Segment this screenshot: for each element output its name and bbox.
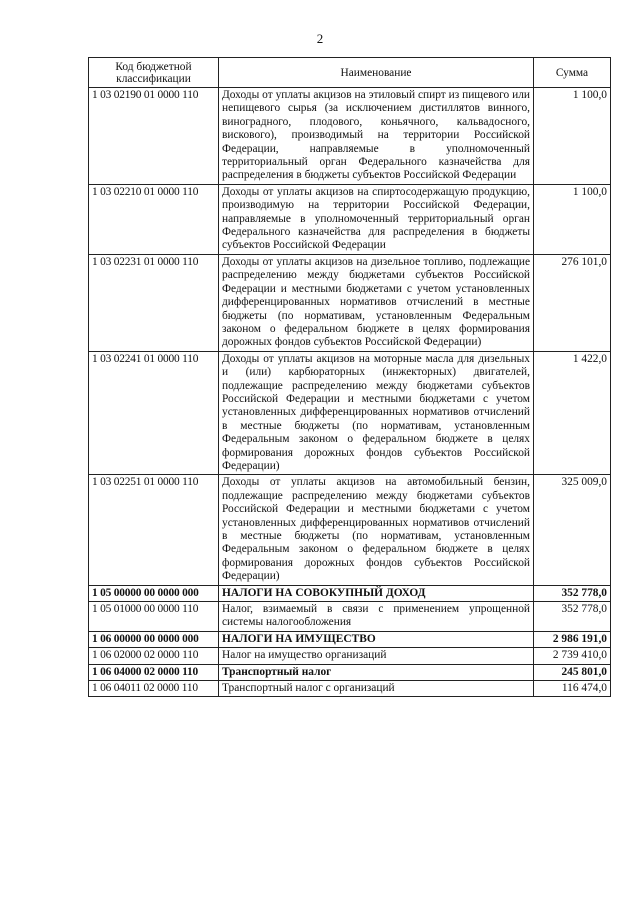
cell-name: Доходы от уплаты акцизов на спиртосодержащую продукцию, производимую на территории Российской Федерации, направляемые в уполномоченный территориальный орган Федерального казначейства для распределения в бюджеты субъектов Российской Федерации <box>219 184 534 254</box>
cell-sum: 2 739 410,0 <box>534 648 611 664</box>
cell-name: Налог на имущество организаций <box>219 648 534 664</box>
table-row <box>89 681 611 697</box>
table-row <box>89 602 611 632</box>
cell-sum: 2 986 191,0 <box>534 631 611 647</box>
cell-code: 1 03 02190 01 0000 110 <box>89 88 219 185</box>
revenue-table <box>88 57 611 697</box>
cell-sum: 352 778,0 <box>534 602 611 632</box>
cell-name: Доходы от уплаты акцизов на моторные масла для дизельных и (или) карбюраторных (инжекторных) двигателей, подлежащие распределению между бюджетами субъектов Российской Федерации и местными бюджетами с учетом установленных дифференцированных нормативов отчислений в местные бюджеты (по нормативам, установленным Федеральным законом о федеральном бюджете в целях формирования дорожных фондов субъектов Российской Федерации) <box>219 351 534 475</box>
cell-name: Транспортный налог <box>219 664 534 680</box>
cell-code: 1 05 00000 00 0000 000 <box>89 585 219 601</box>
cell-code: 1 05 01000 00 0000 110 <box>89 602 219 632</box>
header-name: Наименование <box>219 58 534 88</box>
table-row <box>89 351 611 475</box>
table-row <box>89 184 611 254</box>
cell-sum: 245 801,0 <box>534 664 611 680</box>
table-body <box>89 88 611 697</box>
cell-code: 1 06 04011 02 0000 110 <box>89 681 219 697</box>
cell-code: 1 06 00000 00 0000 000 <box>89 631 219 647</box>
header-sum: Сумма <box>534 58 611 88</box>
cell-sum: 1 100,0 <box>534 184 611 254</box>
cell-sum: 276 101,0 <box>534 254 611 351</box>
cell-sum: 1 100,0 <box>534 88 611 185</box>
table-row <box>89 648 611 664</box>
table-header-row <box>89 58 611 88</box>
cell-code: 1 03 02231 01 0000 110 <box>89 254 219 351</box>
table-row <box>89 475 611 585</box>
cell-code: 1 06 02000 02 0000 110 <box>89 648 219 664</box>
table-row <box>89 631 611 647</box>
cell-name: Доходы от уплаты акцизов на дизельное топливо, подлежащие распределению между бюджетами субъектов Российской Федерации и местными бюджетами с учетом установленных дифференцированных нормативов отчислений в местные бюджеты (по нормативам, установленным Федеральным законом о федеральном бюджете в целях формирования дорожных фондов субъектов Российской Федерации) <box>219 254 534 351</box>
cell-sum: 352 778,0 <box>534 585 611 601</box>
cell-code: 1 06 04000 02 0000 110 <box>89 664 219 680</box>
cell-code: 1 03 02241 01 0000 110 <box>89 351 219 475</box>
cell-sum: 1 422,0 <box>534 351 611 475</box>
cell-name: Налог, взимаемый в связи с применением упрощенной системы налогообложения <box>219 602 534 632</box>
cell-name: Доходы от уплаты акцизов на автомобильный бензин, подлежащие распределению между бюджетами субъектов Российской Федерации и местными бюджетами с учетом установленных дифференцированных нормативов отчислений в местные бюджеты (по нормативам, установленным Федеральным законом о федеральном бюджете в целях формирования дорожных фондов субъектов Российской Федерации) <box>219 475 534 585</box>
table-row <box>89 254 611 351</box>
cell-sum: 116 474,0 <box>534 681 611 697</box>
cell-code: 1 03 02251 01 0000 110 <box>89 475 219 585</box>
cell-name: НАЛОГИ НА ИМУЩЕСТВО <box>219 631 534 647</box>
cell-name: Транспортный налог с организаций <box>219 681 534 697</box>
table-row <box>89 664 611 680</box>
table-row <box>89 88 611 185</box>
cell-name: Доходы от уплаты акцизов на этиловый спирт из пищевого или непищевого сырья (за исключением дистиллятов винного, виноградного, плодового, коньячного, кальвадосного, вискового), производимый на территории Российской Федерации, направляемые в уполномоченный территориальный орган Федерального казначейства для распределения в бюджеты субъектов Российской Федерации <box>219 88 534 185</box>
cell-code: 1 03 02210 01 0000 110 <box>89 184 219 254</box>
table-row <box>89 585 611 601</box>
cell-sum: 325 009,0 <box>534 475 611 585</box>
header-code: Код бюджетной классификации <box>89 58 219 88</box>
cell-name: НАЛОГИ НА СОВОКУПНЫЙ ДОХОД <box>219 585 534 601</box>
page-number: 2 <box>316 31 324 46</box>
